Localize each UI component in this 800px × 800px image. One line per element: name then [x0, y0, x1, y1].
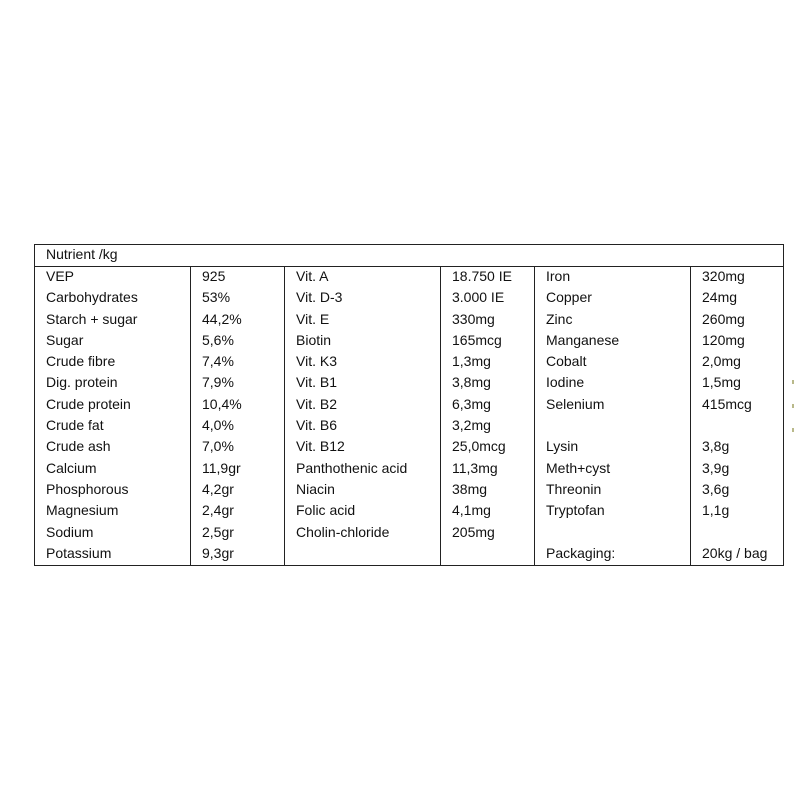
- vitamin-name-cell: Niacin: [285, 480, 441, 501]
- nutrient-value-cell: 7,9%: [191, 373, 285, 394]
- vitamin-value-cell: 3,2mg: [441, 416, 535, 437]
- vitamin-name-cell: Vit. B2: [285, 395, 441, 416]
- vitamin-value-cell: 4,1mg: [441, 501, 535, 522]
- mineral-name-cell: Meth+cyst: [535, 459, 691, 480]
- table-row: [35, 501, 784, 522]
- nutrient-name-cell: Magnesium: [35, 501, 191, 522]
- nutrient-name-cell: VEP: [35, 267, 191, 289]
- mineral-value-cell: 3,6g: [691, 480, 784, 501]
- vitamin-value-cell: 3,8mg: [441, 373, 535, 394]
- table-row: [35, 523, 784, 544]
- nutrient-value-cell: 2,4gr: [191, 501, 285, 522]
- nutrient-value-cell: 2,5gr: [191, 523, 285, 544]
- mineral-value-cell: 3,9g: [691, 459, 784, 480]
- nutrient-name-cell: Carbohydrates: [35, 288, 191, 309]
- nutrient-value-cell: 11,9gr: [191, 459, 285, 480]
- nutrient-name-cell: Potassium: [35, 544, 191, 566]
- nutrient-name-cell: Starch + sugar: [35, 310, 191, 331]
- mineral-name-cell: Tryptofan: [535, 501, 691, 522]
- mineral-name-cell: Packaging:: [535, 544, 691, 566]
- mineral-value-cell: [691, 416, 784, 437]
- table-row: [35, 331, 784, 352]
- table-header-cell: Nutrient /kg: [35, 245, 784, 267]
- vitamin-value-cell: 205mg: [441, 523, 535, 544]
- nutrient-value-cell: 7,4%: [191, 352, 285, 373]
- vitamin-value-cell: 25,0mcg: [441, 437, 535, 458]
- vitamin-name-cell: Vit. B1: [285, 373, 441, 394]
- mineral-name-cell: Cobalt: [535, 352, 691, 373]
- nutrient-value-cell: 4,2gr: [191, 480, 285, 501]
- mineral-value-cell: 120mg: [691, 331, 784, 352]
- table-row: [35, 480, 784, 501]
- mineral-value-cell: [691, 523, 784, 544]
- mineral-name-cell: [535, 523, 691, 544]
- mineral-name-cell: [535, 416, 691, 437]
- table-row: [35, 416, 784, 437]
- mineral-value-cell: 2,0mg: [691, 352, 784, 373]
- mineral-value-cell: 20kg / bag: [691, 544, 784, 566]
- table-row: [35, 288, 784, 309]
- mineral-value-cell: 260mg: [691, 310, 784, 331]
- mineral-name-cell: Threonin: [535, 480, 691, 501]
- nutrient-value-cell: 925: [191, 267, 285, 289]
- table-row: [35, 395, 784, 416]
- nutrient-name-cell: Crude fibre: [35, 352, 191, 373]
- mineral-value-cell: 1,1g: [691, 501, 784, 522]
- table-row: [35, 310, 784, 331]
- vitamin-name-cell: Biotin: [285, 331, 441, 352]
- nutrient-value-cell: 5,6%: [191, 331, 285, 352]
- table-row: [35, 267, 784, 289]
- vitamin-name-cell: [285, 544, 441, 566]
- mineral-value-cell: 3,8g: [691, 437, 784, 458]
- vitamin-name-cell: Vit. D-3: [285, 288, 441, 309]
- vitamin-name-cell: Vit. B6: [285, 416, 441, 437]
- table-row: [35, 459, 784, 480]
- mineral-value-cell: 415mcg: [691, 395, 784, 416]
- vitamin-value-cell: 6,3mg: [441, 395, 535, 416]
- mineral-name-cell: Iron: [535, 267, 691, 289]
- nutrient-value-cell: 10,4%: [191, 395, 285, 416]
- vitamin-value-cell: 18.750 IE: [441, 267, 535, 289]
- vitamin-name-cell: Vit. A: [285, 267, 441, 289]
- nutrient-name-cell: Sugar: [35, 331, 191, 352]
- nutrient-name-cell: Phosphorous: [35, 480, 191, 501]
- vitamin-value-cell: 1,3mg: [441, 352, 535, 373]
- table-row: [35, 437, 784, 458]
- nutrient-value-cell: 4,0%: [191, 416, 285, 437]
- nutrient-table: [34, 244, 784, 566]
- vitamin-name-cell: Vit. K3: [285, 352, 441, 373]
- mineral-name-cell: Copper: [535, 288, 691, 309]
- vitamin-value-cell: 38mg: [441, 480, 535, 501]
- nutrient-name-cell: Calcium: [35, 459, 191, 480]
- nutrient-name-cell: Sodium: [35, 523, 191, 544]
- nutrient-value-cell: 53%: [191, 288, 285, 309]
- scan-mark: [792, 380, 794, 384]
- mineral-value-cell: 320mg: [691, 267, 784, 289]
- vitamin-value-cell: 3.000 IE: [441, 288, 535, 309]
- table-header-row: [35, 245, 784, 267]
- scan-mark: [792, 428, 794, 432]
- vitamin-value-cell: 11,3mg: [441, 459, 535, 480]
- mineral-name-cell: Iodine: [535, 373, 691, 394]
- mineral-name-cell: Manganese: [535, 331, 691, 352]
- mineral-name-cell: Selenium: [535, 395, 691, 416]
- nutrient-name-cell: Crude protein: [35, 395, 191, 416]
- mineral-name-cell: Lysin: [535, 437, 691, 458]
- nutrient-value-cell: 7,0%: [191, 437, 285, 458]
- vitamin-name-cell: Vit. B12: [285, 437, 441, 458]
- scan-mark: [792, 404, 794, 408]
- vitamin-value-cell: 165mcg: [441, 331, 535, 352]
- nutrient-name-cell: Crude ash: [35, 437, 191, 458]
- mineral-value-cell: 1,5mg: [691, 373, 784, 394]
- table-row: [35, 373, 784, 394]
- vitamin-name-cell: Folic acid: [285, 501, 441, 522]
- table-row: [35, 352, 784, 373]
- nutrient-name-cell: Crude fat: [35, 416, 191, 437]
- nutrient-value-cell: 9,3gr: [191, 544, 285, 566]
- mineral-name-cell: Zinc: [535, 310, 691, 331]
- vitamin-name-cell: Cholin-chloride: [285, 523, 441, 544]
- vitamin-name-cell: Panthothenic acid: [285, 459, 441, 480]
- vitamin-value-cell: [441, 544, 535, 566]
- mineral-value-cell: 24mg: [691, 288, 784, 309]
- table-row: [35, 544, 784, 566]
- vitamin-value-cell: 330mg: [441, 310, 535, 331]
- vitamin-name-cell: Vit. E: [285, 310, 441, 331]
- nutrient-name-cell: Dig. protein: [35, 373, 191, 394]
- nutrient-value-cell: 44,2%: [191, 310, 285, 331]
